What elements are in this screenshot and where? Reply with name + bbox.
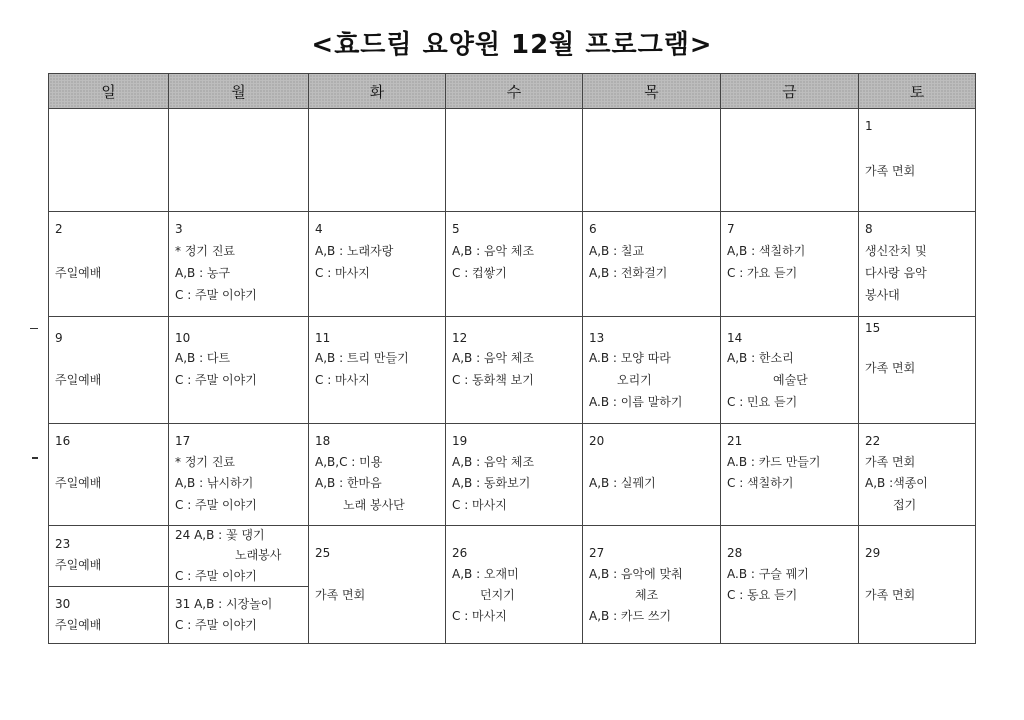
day-number: 13: [589, 331, 605, 345]
week-row-4: [49, 424, 976, 526]
day-cell-28: [721, 526, 859, 644]
event-text: C : 주말 이야기: [175, 498, 257, 512]
day-cell-9: [49, 317, 169, 424]
day-number: 10: [175, 331, 191, 345]
event-text: C : 주말 이야기: [175, 618, 257, 632]
day-cell-2: [49, 212, 169, 317]
day-number: 12: [452, 331, 468, 345]
day-cell-3: [169, 212, 309, 317]
event-text: 가족 면회: [865, 361, 916, 375]
event-text: 예술단: [773, 373, 808, 387]
day-cell-4: [309, 212, 446, 317]
event-text: 가족 면회: [865, 164, 916, 178]
event-text: A,B : 칠교: [589, 244, 645, 258]
event-text: A,B : 노래자랑: [315, 244, 394, 258]
event-text: 던지기: [480, 588, 515, 602]
day-cell-7: [721, 212, 859, 317]
event-text: A,B : 한소리: [727, 351, 794, 365]
day-number: 30: [55, 597, 71, 611]
day-number: 18: [315, 434, 331, 448]
day-cell-24-31: [169, 526, 309, 644]
day-cell-22: [859, 424, 976, 526]
day-cell-19: [446, 424, 583, 526]
weekday-header-row: [49, 74, 976, 109]
day-cell-5: [446, 212, 583, 317]
event-text: 주일예배: [55, 558, 102, 572]
header-sun: 일: [49, 74, 169, 109]
day-cell-10: [169, 317, 309, 424]
event-text: 생신잔치 및: [865, 244, 927, 258]
event-text: A.B : 카드 만들기: [727, 455, 821, 469]
calendar-table: [48, 73, 976, 644]
event-text: 주일예배: [55, 373, 102, 387]
event-text: C : 컵쌓기: [452, 266, 507, 280]
week-row-2: [49, 212, 976, 317]
day-number: 17: [175, 434, 191, 448]
day-cell-27: [583, 526, 721, 644]
event-text: C : 동화책 보기: [452, 373, 534, 387]
day-number: 5: [452, 222, 460, 236]
day-number: 14: [727, 331, 743, 345]
event-text: 다사랑 음악: [865, 266, 927, 280]
event-text: A,B : 농구: [175, 266, 231, 280]
event-text: C : 색칠하기: [727, 476, 794, 490]
header-fri: 금: [721, 74, 859, 109]
event-text: A,B : 동화보기: [452, 476, 531, 490]
event-text: A,B : 카드 쓰기: [589, 609, 672, 623]
event-text: 가족 면회: [315, 588, 366, 602]
week-row-1: [49, 109, 976, 212]
day-number: 4: [315, 222, 323, 236]
day-cell-12: [446, 317, 583, 424]
day-cell-empty: [49, 109, 169, 212]
event-text: A.B : 이름 말하기: [589, 395, 683, 409]
day-number: 8: [865, 222, 873, 236]
day-cell-16: [49, 424, 169, 526]
event-text: 가족 면회: [865, 455, 916, 469]
event-text: 주일예배: [55, 618, 102, 632]
event-text: C : 주말 이야기: [175, 373, 257, 387]
day-number: 9: [55, 331, 63, 345]
scan-mark: [30, 328, 38, 329]
week-row-3: [49, 317, 976, 424]
day-cell-25: [309, 526, 446, 644]
day-cell-1: [859, 109, 976, 212]
day-cell-15: [859, 317, 976, 424]
day-cell-empty: [446, 109, 583, 212]
day-cell-20: [583, 424, 721, 526]
event-text: 가족 면회: [865, 588, 916, 602]
week-row-5: [49, 526, 976, 644]
day-number: 15: [865, 321, 881, 335]
event-text: A,B : 전화걸기: [589, 266, 668, 280]
day-cell-empty: [309, 109, 446, 212]
day-cell-17: [169, 424, 309, 526]
day-number: 6: [589, 222, 597, 236]
day-cell-23-30: [49, 526, 169, 644]
event-text: C : 마사지: [452, 609, 507, 623]
day-cell-23: [49, 526, 168, 587]
event-text: C : 주말 이야기: [175, 288, 257, 302]
event-text: A,B : 낚시하기: [175, 476, 254, 490]
header-mon: 월: [169, 74, 309, 109]
event-text: C : 민요 듣기: [727, 395, 798, 409]
event-text: 주일예배: [55, 476, 102, 490]
day-number: 29: [865, 546, 881, 560]
event-text: 노래 봉사단: [343, 498, 405, 512]
day-number: 2: [55, 222, 63, 236]
event-text: A,B : 트리 만들기: [315, 351, 409, 365]
event-text: * 정기 진료: [175, 244, 235, 258]
day-cell-6: [583, 212, 721, 317]
day-cell-26: [446, 526, 583, 644]
event-text: 주일예배: [55, 266, 102, 280]
day-cell-14: [721, 317, 859, 424]
event-text: A,B : 음악 체조: [452, 351, 535, 365]
event-text: 노래봉사: [235, 548, 282, 562]
header-wed: 수: [446, 74, 583, 109]
day-cell-11: [309, 317, 446, 424]
day-number: 3: [175, 222, 183, 236]
day-number: 28: [727, 546, 743, 560]
event-text: C : 가요 듣기: [727, 266, 798, 280]
day-cell-21: [721, 424, 859, 526]
event-text: A,B : 한마음: [315, 476, 382, 490]
event-text: 봉사대: [865, 288, 900, 302]
event-text: A,B : 음악 체조: [452, 455, 535, 469]
day-number: 21: [727, 434, 743, 448]
day-cell-30: [49, 587, 168, 643]
event-text: * 정기 진료: [175, 455, 235, 469]
event-text: C : 주말 이야기: [175, 569, 257, 583]
day-cell-24: [169, 526, 308, 587]
page-title: <효드림 요양원 12월 프로그램>: [311, 30, 713, 60]
day-number: 22: [865, 434, 881, 448]
event-text: C : 마사지: [452, 498, 507, 512]
day-number: 7: [727, 222, 735, 236]
event-text: 접기: [893, 498, 917, 512]
day-cell-empty: [583, 109, 721, 212]
event-text: C : 마사지: [315, 266, 370, 280]
event-text: 체조: [635, 588, 659, 602]
day-number: 1: [865, 119, 873, 133]
event-text: A.B : 모양 따라: [589, 351, 671, 365]
day-cell-29: [859, 526, 976, 644]
event-text: A.B : 구슬 꿰기: [727, 567, 809, 581]
day-cell-31: [169, 587, 308, 643]
event-text: 24 A,B : 꽃 댕기: [175, 528, 265, 542]
day-number: 11: [315, 331, 331, 345]
event-text: C : 동요 듣기: [727, 588, 798, 602]
event-text: A,B :색종이: [865, 476, 928, 490]
event-text: A,B : 오재미: [452, 567, 519, 581]
day-number: 27: [589, 546, 605, 560]
header-tue: 화: [309, 74, 446, 109]
day-cell-empty: [721, 109, 859, 212]
day-number: 20: [589, 434, 605, 448]
event-text: A,B : 음악에 맞춰: [589, 567, 683, 581]
header-thu: 목: [583, 74, 721, 109]
day-cell-8: [859, 212, 976, 317]
day-number: 19: [452, 434, 468, 448]
event-text: A,B : 색칠하기: [727, 244, 806, 258]
day-cell-empty: [169, 109, 309, 212]
scan-mark: [32, 457, 38, 459]
day-number: 23: [55, 537, 71, 551]
day-number: 26: [452, 546, 468, 560]
day-cell-13: [583, 317, 721, 424]
day-number: 16: [55, 434, 71, 448]
event-text: 오리기: [617, 373, 652, 387]
event-text: A,B : 실꿰기: [589, 476, 656, 490]
day-number: 25: [315, 546, 331, 560]
event-text: C : 마사지: [315, 373, 370, 387]
event-text: A,B,C : 미용: [315, 455, 383, 469]
event-text: A,B : 음악 체조: [452, 244, 535, 258]
event-text: 31 A,B : 시장놀이: [175, 597, 273, 611]
event-text: A,B : 다트: [175, 351, 231, 365]
header-sat: 토: [859, 74, 976, 109]
day-cell-18: [309, 424, 446, 526]
